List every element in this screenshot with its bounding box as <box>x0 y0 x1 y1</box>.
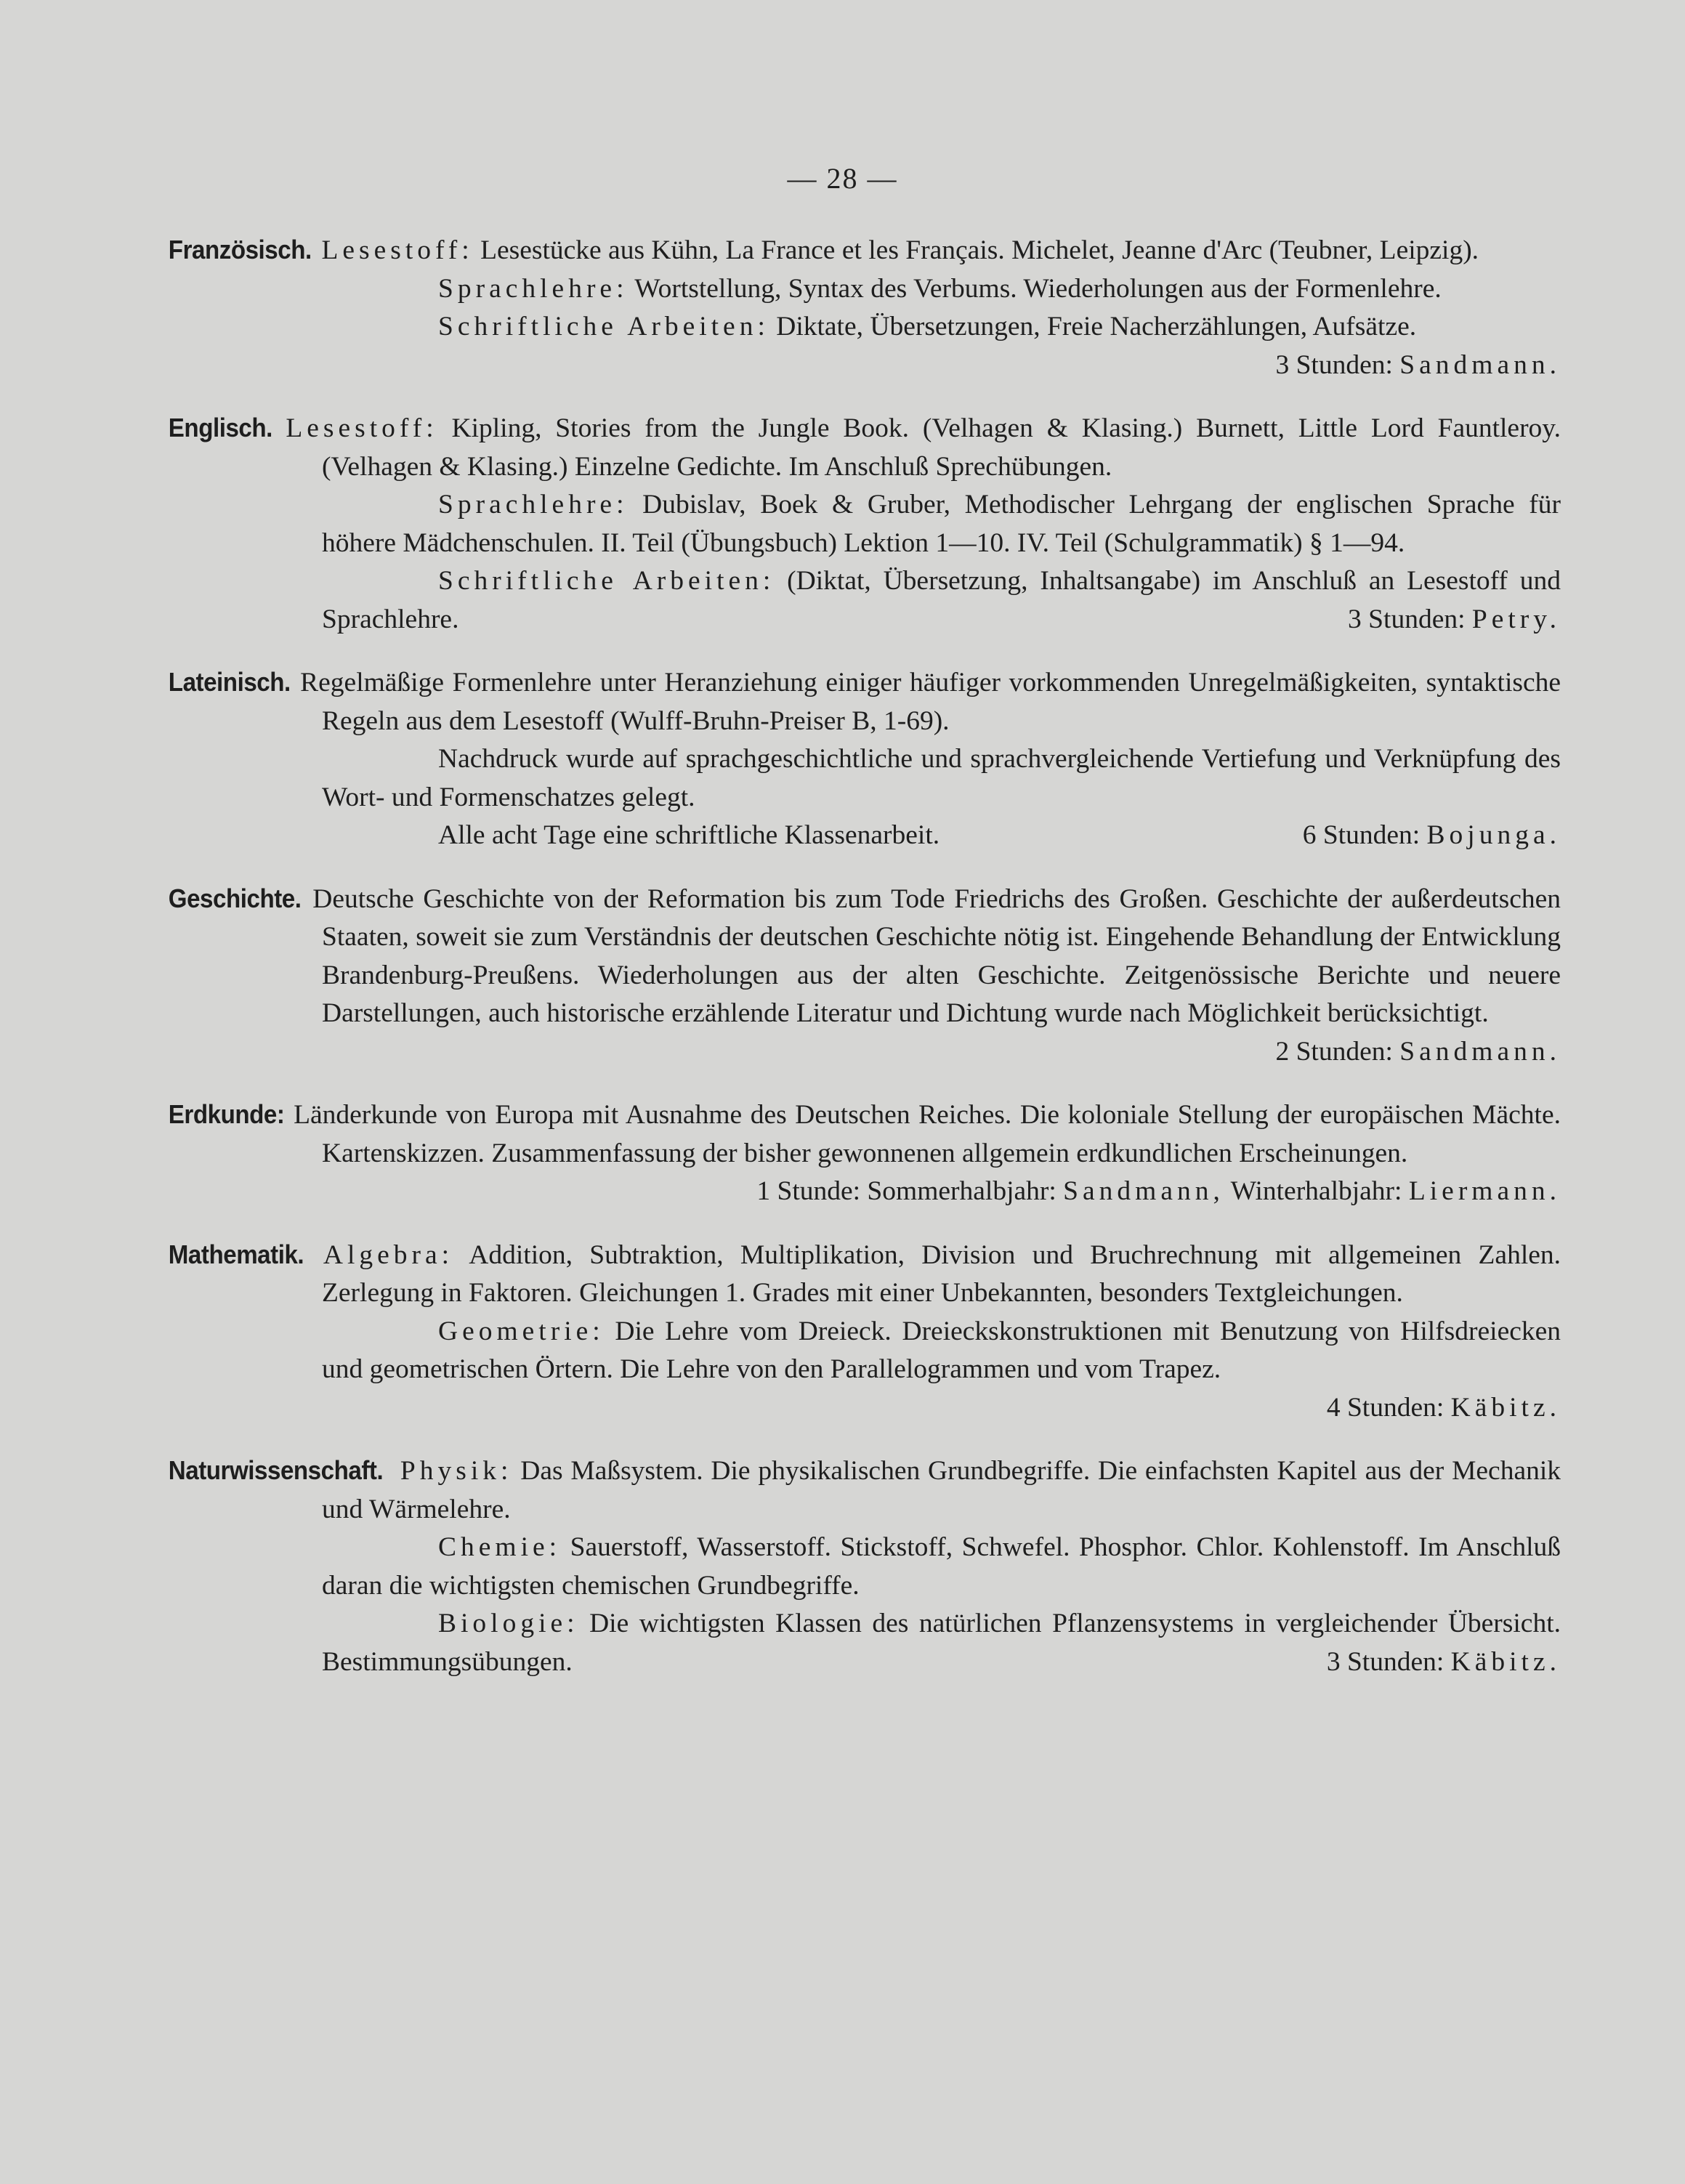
hours: 1 Stunde: Sommerhalbjahr: <box>756 1176 1056 1206</box>
section-geschichte <box>168 880 1561 1072</box>
part-text: Dubislav, Boek & Gruber, Methodischer Lehrgang der englischen Sprache für höhere Mädchenschulen. II. Teil (Übungsbuch) Lektion 1—10. IV. Teil (Schulgrammatik) § 1—94. <box>322 490 1561 558</box>
teacher-name-secondary: Liermann. <box>1408 1176 1561 1206</box>
hours-line <box>1211 1643 1561 1682</box>
hours-line <box>1159 347 1561 385</box>
part-text: Diktate, Übersetzungen, Freie Nacherzählungen, Aufsätze. <box>769 312 1417 341</box>
section-englisch <box>168 409 1561 639</box>
part-text: Die Lehre vom Dreieck. Dreieckskonstruktionen mit Benutzung von Hilfsdreiecken und geometrischen Örtern. Die Lehre von den Parallelogrammen und vom Trapez. <box>322 1316 1561 1384</box>
section-heading: Geschichte. <box>168 883 302 913</box>
hours-line <box>1211 1389 1561 1428</box>
part-label: Lesestoff: <box>321 235 474 265</box>
teacher-name: Petry. <box>1471 604 1561 634</box>
section-naturwissenschaft <box>168 1452 1561 1681</box>
hours: 3 Stunden: <box>1326 1646 1444 1677</box>
part-text: Das Maßsystem. Die physikalischen Grundbegriffe. Die einfachsten Kapitel aus der Mechanik und Wärmelehre. <box>322 1456 1561 1524</box>
part-label: Chemie: <box>438 1532 562 1562</box>
part-label: Sprachlehre: <box>438 273 629 304</box>
paragraph <box>168 1452 1561 1529</box>
part-label: Algebra: <box>323 1239 454 1270</box>
teacher-name: Sandmann, <box>1063 1176 1224 1206</box>
part-text: (Diktat, Übersetzung, Inhaltsangabe) im Anschluß an Lesestoff und Sprachlehre. <box>322 566 1561 634</box>
paragraph <box>242 270 1561 309</box>
paragraph <box>168 663 1561 740</box>
part-label: Schriftliche Arbeiten: <box>438 312 769 341</box>
section-franzoesisch <box>168 231 1561 384</box>
paragraph <box>242 817 1561 855</box>
hours: 3 Stunden: <box>1348 604 1466 634</box>
paragraph <box>242 740 1561 817</box>
hours-line <box>756 1173 1561 1211</box>
part-text: Nachdruck wurde auf sprachgeschichtliche und sprachvergleichende Vertiefung und Verknüpfung des Wort- und Formenschatzes gelegt. <box>322 744 1561 812</box>
section-heading: Englisch. <box>168 413 272 442</box>
section-mathematik <box>168 1236 1561 1428</box>
paragraph <box>242 562 1561 639</box>
teacher-name: Käbitz. <box>1450 1646 1561 1677</box>
part-label: Physik: <box>400 1456 513 1486</box>
hours: 4 Stunden: <box>1326 1392 1444 1423</box>
part-text: Die wichtigsten Klassen des natürlichen Pflanzensystems in vergleichender Übersicht. Bestimmungsübungen. <box>322 1609 1561 1677</box>
section-heading: Erdkunde: <box>168 1099 285 1129</box>
hours: 6 Stunden: <box>1302 820 1421 850</box>
part-text: Addition, Subtraktion, Multiplikation, Division und Bruchrechnung mit allgemeinen Zahlen. Zerlegung in Faktoren. Gleichungen 1. Grades mit einer Unbekannten, besonders Textgleichungen. <box>322 1239 1561 1308</box>
hours: 2 Stunden: <box>1275 1036 1393 1067</box>
hours-line <box>1275 1033 1561 1072</box>
teacher-name: Sandmann. <box>1399 1036 1561 1067</box>
teacher-name: Sandmann. <box>1399 349 1561 380</box>
paragraph <box>242 1313 1561 1423</box>
part-label: Geometrie: <box>438 1316 605 1346</box>
paragraph <box>168 1236 1561 1313</box>
part-text: Lesestücke aus Kühn, La France et les Français. Michelet, Jeanne d'Arc (Teubner, Leipzig). <box>473 235 1479 265</box>
hours-secondary: Winterhalbjahr: <box>1224 1176 1402 1206</box>
paragraph <box>168 409 1561 486</box>
section-heading: Mathematik. <box>168 1239 304 1269</box>
paragraph <box>168 880 1561 1067</box>
part-label: Biologie: <box>438 1609 579 1638</box>
teacher-name: Bojunga. <box>1426 820 1561 850</box>
part-text: Alle acht Tage eine schriftliche Klassenarbeit. <box>438 820 940 850</box>
hours-line <box>1187 817 1561 855</box>
paragraph <box>242 486 1561 562</box>
section-erdkunde <box>168 1096 1561 1211</box>
part-text: Wortstellung, Syntax des Verbums. Wiederholungen aus der Formenlehre. <box>628 273 1442 304</box>
hours-line <box>1232 601 1561 639</box>
part-text: Kipling, Stories from the Jungle Book. (Velhagen & Klasing.) Burnett, Little Lord Fauntleroy. (Velhagen & Klasing.) Einzelne Gedichte. Im Anschluß Sprechübungen. <box>322 413 1561 482</box>
section-heading: Naturwissenschaft. <box>168 1455 384 1485</box>
paragraph <box>168 231 1561 270</box>
part-label: Lesestoff: <box>286 413 438 443</box>
section-lateinisch <box>168 663 1561 855</box>
section-heading: Lateinisch. <box>168 667 291 697</box>
part-text: Deutsche Geschichte von der Reformation bis zum Tode Friedrichs des Großen. Geschichte der außerdeutschen Staaten, soweit sie zum Verständnis der deutschen Geschichte nötig ist. Eingehende Behandlung der Entwicklung Brandenburg-Preußens. Wiederholungen aus der alten Geschichte. Zeitgenössische Berichte und neuere Darstellungen, auch historische erzählende Literatur und Dichtung wurde nach Möglichkeit berücksichtigt. <box>303 883 1561 1028</box>
paragraph <box>168 1096 1561 1206</box>
part-text: Sauerstoff, Wasserstoff. Stickstoff, Schwefel. Phosphor. Chlor. Kohlenstoff. Im Anschluß daran die wichtigsten chemischen Grundbegriffe. <box>322 1532 1561 1601</box>
curriculum-text <box>168 231 1561 1706</box>
paragraph <box>242 1605 1561 1681</box>
section-heading: Französisch. <box>168 235 312 264</box>
part-label: Sprachlehre: <box>438 490 629 519</box>
page-number: — 28 — <box>787 162 898 195</box>
hours: 3 Stunden: <box>1275 349 1393 380</box>
part-text: Regelmäßige Formenlehre unter Heranziehung einiger häufiger vorkommenden Unregelmäßigkeiten, syntaktische Regeln aus dem Lesestoff (Wulff-Bruhn-Preiser B, 1-69). <box>291 668 1561 736</box>
part-label: Schriftliche Arbeiten: <box>438 566 775 596</box>
paragraph <box>242 1529 1561 1605</box>
paragraph <box>242 308 1561 380</box>
part-text: Länderkunde von Europa mit Ausnahme des Deutschen Reiches. Die koloniale Stellung der europäischen Mächte. Kartenskizzen. Zusammenfassung der bisher gewonnenen allgemein erdkundlichen Erscheinungen. <box>285 1100 1561 1168</box>
teacher-name: Käbitz. <box>1450 1392 1561 1423</box>
